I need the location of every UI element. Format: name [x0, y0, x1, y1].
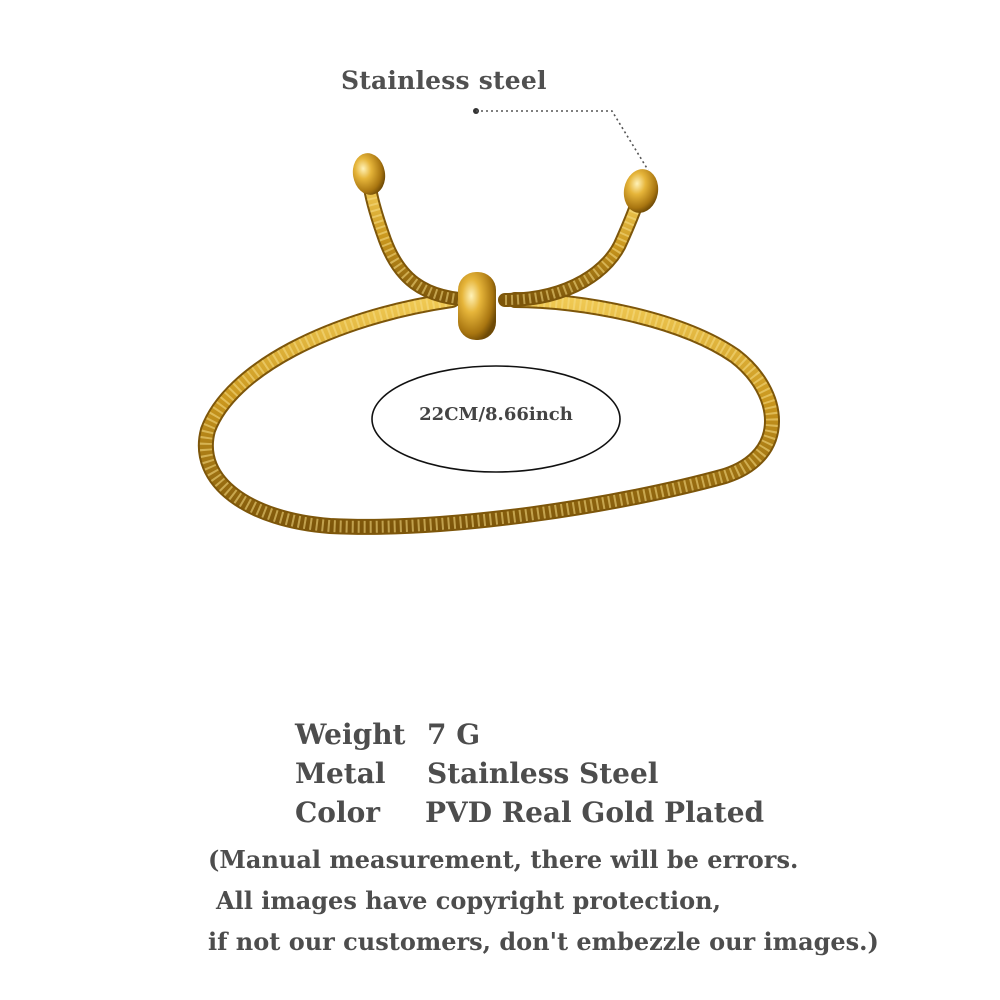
callout-dotted-line: [476, 111, 648, 170]
disclaimer-line-2: All images have copyright protection,: [216, 886, 721, 915]
callout-leader: [473, 108, 648, 170]
disclaimer-line-1: (Manual measurement, there will be errors.: [208, 845, 799, 874]
spec-name: Weight: [295, 718, 406, 751]
snake-chain: [206, 188, 772, 527]
spec-value: 7 G: [427, 718, 481, 751]
left-end-bead: [350, 151, 389, 198]
right-end-bead: [620, 166, 661, 215]
disclaimer-line-3: if not our customers, don't embezzle our images.): [208, 927, 879, 956]
spec-value: PVD Real Gold Plated: [425, 796, 765, 829]
length-measurement-label: 22CM/8.66inch: [419, 404, 573, 425]
spec-value: Stainless Steel: [427, 757, 659, 790]
spec-name: Metal: [295, 757, 386, 790]
slider-bead: [458, 272, 496, 340]
material-callout-label: Stainless steel: [341, 66, 547, 95]
spec-name: Color: [295, 796, 381, 829]
